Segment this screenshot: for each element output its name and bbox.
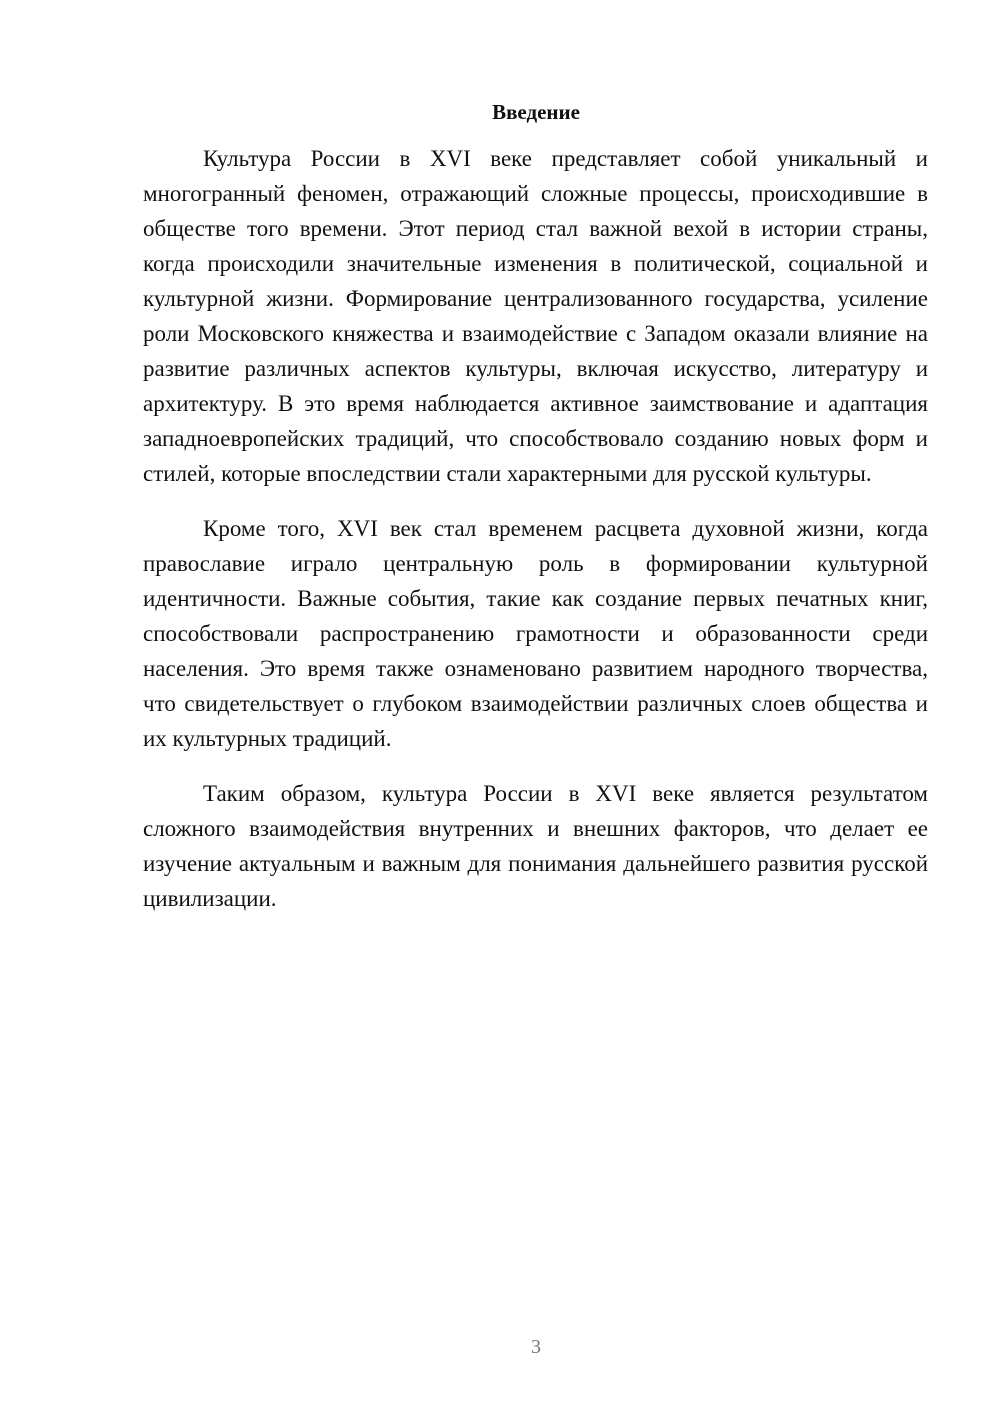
- page-title: Введение: [492, 100, 580, 124]
- paragraph-1: Культура России в XVI веке представляет собой уникальный и многогранный феномен, отражающий сложные процессы, происходившие в обществе того времени. Этот период стал важной вехой в истории страны, когда происходили значительные изменения в политической, социальной и культурной жизни. Формирование централизованного государства, усиление роли Московского княжества и взаимодействие с Западом оказали влияние на развитие различных аспектов культуры, включая искусство, литературу и архитектуру. В это время наблюдается активное заимствование и адаптация западноевропейских традиций, что способствовало созданию новых форм и стилей, которые впоследствии стали характерными для русской культуры.: [143, 146, 928, 486]
- paragraph-3: Таким образом, культура России в XVI веке является результатом сложного взаимодействия внутренних и внешних факторов, что делает ее изучение актуальным и важным для понимания дальнейшего развития русской цивилизации.: [143, 781, 928, 911]
- page-number: 3: [531, 1336, 541, 1358]
- body-text: [143, 141, 928, 936]
- paragraph-2: Кроме того, XVI век стал временем расцвета духовной жизни, когда православие играло центральную роль в формировании культурной идентичности. Важные события, такие как создание первых печатных книг, способствовали распространению грамотности и образованности среди населения. Это время также ознаменовано развитием народного творчества, что свидетельствует о глубоком взаимодействии различных слоев общества и их культурных традиций.: [143, 516, 928, 751]
